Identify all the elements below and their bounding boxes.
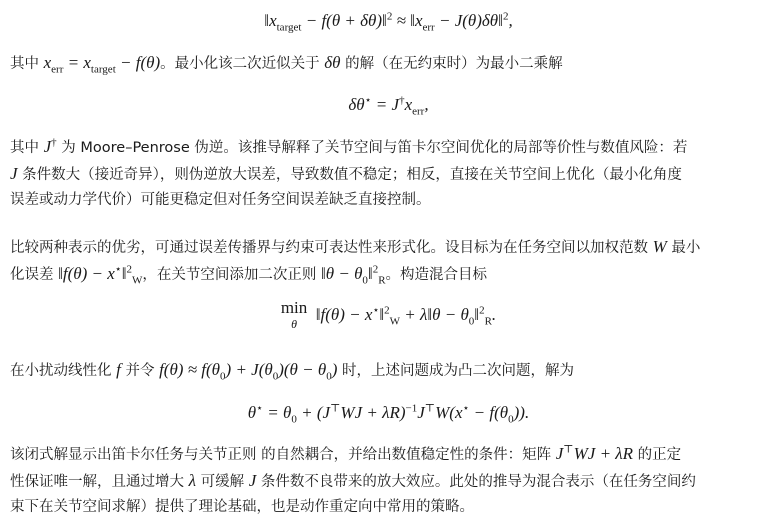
equation-mixed-objective: min θ ‖f(θ) − x⋆‖$^2_W$ + λ‖θ − $\theta_0‖^2_R$. [280,298,497,331]
text: 比较两种表示的优劣，可通过误差传播界与约束可表达性来形式化。设目标为在任务空间以加权范数 [10,240,648,256]
text: 为 Moore–Penrose 伪逆。该推导解释了关节空间与笛卡尔空间优化的局部等价性与数值风险：若 [61,140,688,156]
equation-closed-form: $\theta^⋆ = \theta_0 + (J^⊤WJ + \lambda R)^{-1}J^⊤W(x^⋆ - f(\theta_0))$. [247,402,530,426]
paragraph-linearization [10,357,772,384]
text: 条件数不良带来的放大效应。此处的推导为混合表示（在任务空间约 [260,474,696,490]
text: 的解（在无约束时）为最小二乘解 [345,56,563,72]
text: 化误差 [10,267,54,283]
text: 在小扰动线性化 [10,363,112,379]
text: 最小 [671,240,701,256]
equation-least-squares: $\delta\theta^⋆ = J^\dagger x_{err}$, [348,94,429,118]
inline-math-j2: J [248,471,257,490]
paragraph-error-definition [10,50,772,77]
inline-math-j-dagger: J† [43,136,57,156]
inline-math-linearization: $f(\theta) \approx f(\theta_0) + J(\theta_0)(\theta - \theta_0)$ [159,360,338,383]
text: 可缓解 [200,474,245,490]
text: 。最小化该二次近似关于 [160,56,320,72]
text: 该闭式解显示出笛卡尔任务与关节正则 的自然耦合，并给出数值稳定性的条件：矩阵 [10,447,552,463]
paragraph-pseudoinverse [10,134,772,213]
paragraph-conclusion [10,441,772,520]
equation-taylor-approx: $‖x_{target} - f(\theta$ + δθ)‖$^2$ ≈ $‖x_{err}$ − J(θ)δθ‖$^2$, [264,10,513,34]
text: 误差或动力学代价）可能更稳定但对任务空间误差缺乏直接控制。 [10,192,431,208]
text: 其中 [10,56,39,72]
text: 其中 [10,140,39,156]
text: 性保证唯一解，且通过增大 [10,474,184,490]
inline-math-matrix: J⊤WJ + λR [555,443,634,463]
inline-math-delta-theta: δθ [324,53,341,72]
text: 束下在关节空间求解）提供了理论基础，也是动作重定向中常用的策略。 [10,499,474,515]
inline-math-f: f [116,360,121,379]
paragraph-mixed-objective [10,234,772,288]
inline-math-joint-reg: ‖θ − $\theta_0‖^2_R$ [320,263,386,287]
text: ，在关节空间添加二次正则 [142,267,317,283]
inline-math-j: J [10,164,18,183]
text: 的正定 [637,447,682,463]
text: 时，上述问题成为凸二次问题，解为 [342,363,575,379]
text: 。构造混合目标 [385,267,488,283]
text: 并令 [125,363,155,379]
inline-math-task-error: ‖f(θ) − x⋆‖$^2_W$ [58,263,143,287]
inline-math-x-err: $x_{err} = x_{target} - f(\theta)$ [43,53,161,76]
inline-math-w: W [652,237,667,256]
inline-math-lambda: λ [188,471,196,490]
text: 条件数大（接近奇异），则伪逆放大误差，导致数值不稳定；相反，直接在关节空间上优化（最小化角度 [22,167,682,183]
